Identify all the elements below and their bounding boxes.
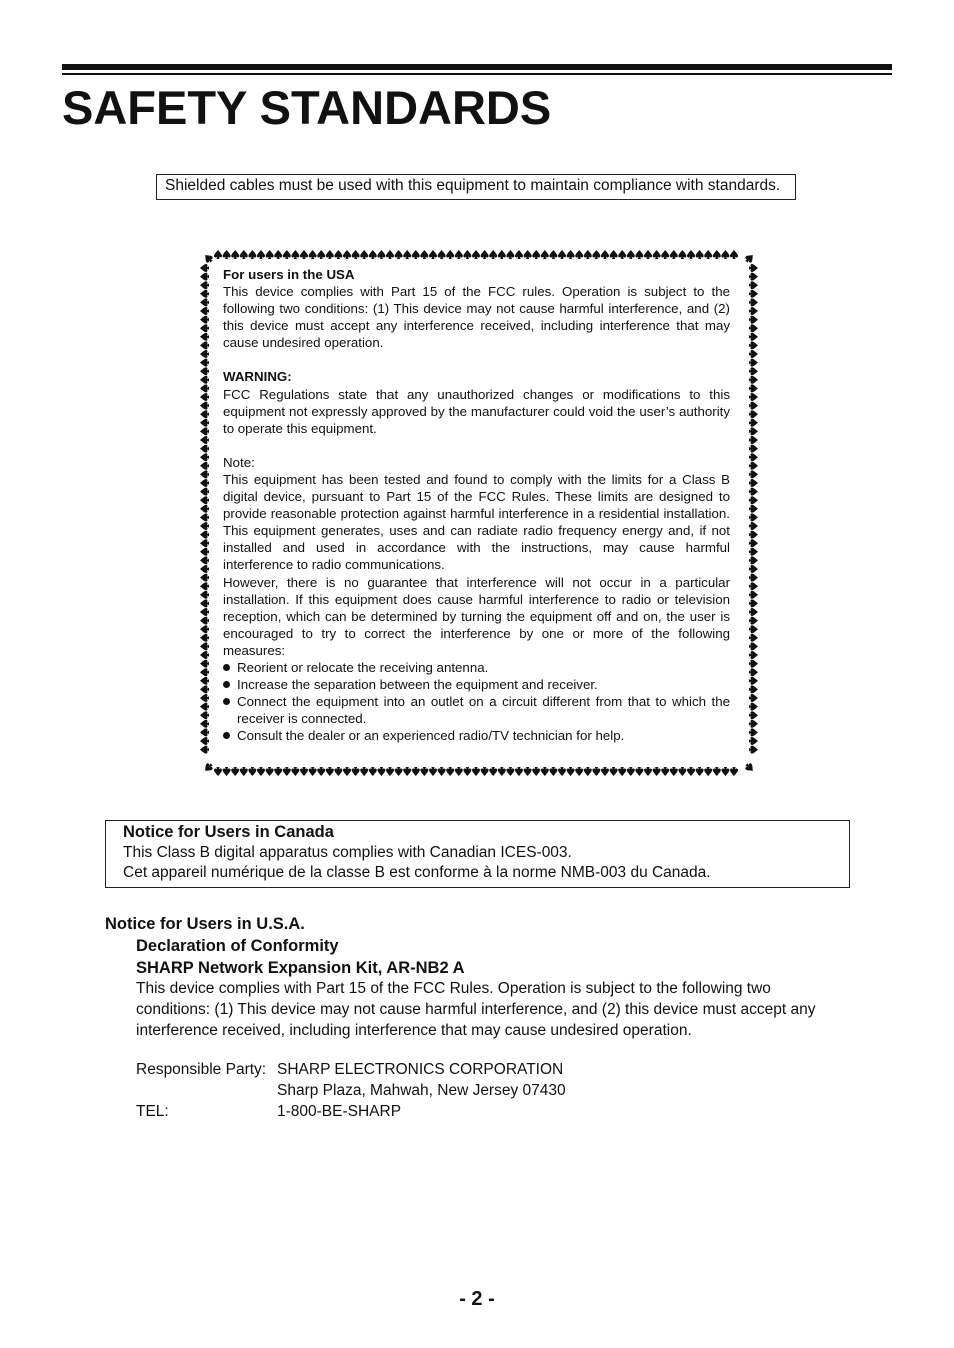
spade-icon (749, 316, 758, 324)
spade-icon (200, 531, 209, 539)
spade-icon (326, 767, 334, 776)
fcc-intro: This device complies with Part 15 of the FCC rules. Operation is subject to the following two conditions: (1) This device may not cause harmful interference, and (2) this device must accept any interference received, including interference that may cause undesired operation. (223, 284, 730, 351)
spade-icon (200, 539, 209, 547)
shielded-cable-notice: Shielded cables must be used with this equipment to maintain compliance with standards. (156, 174, 796, 200)
spade-icon (200, 720, 209, 728)
spade-icon (420, 250, 428, 259)
spade-icon (360, 767, 368, 776)
spade-icon (274, 767, 282, 776)
spade-icon (713, 767, 721, 776)
spade-icon (749, 737, 758, 745)
spade-icon (618, 250, 626, 259)
spade-icon (575, 767, 583, 776)
spade-icon (231, 250, 239, 259)
header-rule-thick (62, 64, 892, 70)
however-text: However, there is no guarantee that interference will not occur in a particular installation. If this equipment does cause harmful interference to radio or television reception, which can be determined by turning the equipment off and on, the user is encouraged to try to correct the interference by one or more of the following measures: (223, 574, 730, 658)
spade-icon (749, 307, 758, 315)
spade-icon (300, 767, 308, 776)
spade-icon (489, 767, 497, 776)
spade-icon (200, 651, 209, 659)
spade-icon (446, 767, 454, 776)
spade-icon (749, 617, 758, 625)
spade-icon (200, 599, 209, 607)
spade-icon (360, 250, 368, 259)
spade-icon (627, 767, 635, 776)
spade-icon (749, 410, 758, 418)
spade-icon (749, 531, 758, 539)
spade-icon (200, 694, 209, 702)
spade-icon (369, 250, 377, 259)
spade-icon (749, 359, 758, 367)
spade-icon (200, 728, 209, 736)
spade-icon (202, 762, 214, 774)
spade-icon (257, 767, 265, 776)
spade-icon (291, 767, 299, 776)
spade-icon (200, 341, 209, 349)
spade-icon (200, 660, 209, 668)
spade-icon (749, 608, 758, 616)
spade-icon (749, 599, 758, 607)
spade-icon (567, 767, 575, 776)
spade-icon (200, 359, 209, 367)
spade-icon (200, 470, 209, 478)
list-item: Reorient or relocate the receiving antenna. (223, 659, 730, 676)
spade-icon (749, 298, 758, 306)
spade-icon (567, 250, 575, 259)
spade-icon (200, 642, 209, 650)
spade-icon (274, 250, 282, 259)
canada-line-fr: Cet appareil numérique de la classe B est conforme à la norme NMB-003 du Canada. (123, 864, 711, 881)
spade-icon (749, 591, 758, 599)
spade-icon (200, 591, 209, 599)
spade-icon (670, 767, 678, 776)
spade-icon (749, 556, 758, 564)
spade-icon (549, 250, 557, 259)
spade-icon (377, 767, 385, 776)
spade-icon (584, 767, 592, 776)
spade-icon (601, 250, 609, 259)
spade-icon (749, 367, 758, 375)
spade-icon (575, 250, 583, 259)
spade-icon (200, 548, 209, 556)
canada-notice (105, 820, 850, 888)
spade-icon (749, 453, 758, 461)
spade-icon (696, 250, 704, 259)
spade-icon (231, 767, 239, 776)
spade-icon (200, 556, 209, 564)
spade-icon (317, 250, 325, 259)
fcc-heading: For users in the USA (223, 267, 355, 282)
spade-icon (498, 767, 506, 776)
spade-icon (309, 767, 317, 776)
usa-heading: Notice for Users in U.S.A. (105, 915, 305, 933)
spade-icon (749, 703, 758, 711)
spade-icon (506, 767, 514, 776)
spade-icon (749, 513, 758, 521)
spade-icon (352, 250, 360, 259)
spade-icon (200, 668, 209, 676)
spade-icon (749, 746, 758, 754)
spade-icon (200, 367, 209, 375)
spade-icon (386, 767, 394, 776)
spade-icon (749, 281, 758, 289)
spade-icon (661, 250, 669, 259)
spade-icon (200, 703, 209, 711)
spade-icon (749, 685, 758, 693)
spade-icon (749, 574, 758, 582)
spade-icon (429, 250, 437, 259)
spade-icon (749, 273, 758, 281)
spade-icon (200, 376, 209, 384)
spade-icon (524, 767, 532, 776)
spade-icon (248, 250, 256, 259)
spade-icon (749, 402, 758, 410)
spade-icon (678, 250, 686, 259)
bullet-icon (223, 698, 230, 705)
spade-icon (412, 250, 420, 259)
spade-icon (558, 767, 566, 776)
spade-icon (644, 767, 652, 776)
spade-icon (200, 677, 209, 685)
spade-icon (749, 384, 758, 392)
spade-icon (749, 522, 758, 530)
spade-icon (749, 341, 758, 349)
spade-icon (403, 250, 411, 259)
spade-icon (749, 660, 758, 668)
spade-icon (283, 767, 291, 776)
spade-icon (420, 767, 428, 776)
spade-icon (200, 617, 209, 625)
party-label: Responsible Party: (136, 1061, 267, 1079)
spade-icon (283, 250, 291, 259)
spade-icon (266, 767, 274, 776)
spade-icon (653, 767, 661, 776)
declaration-heading: Declaration of Conformity (136, 937, 339, 955)
spade-icon (749, 324, 758, 332)
spade-icon (291, 250, 299, 259)
bullet-icon (223, 732, 230, 739)
spade-icon (200, 685, 209, 693)
spade-icon (200, 505, 209, 513)
spade-icon (200, 410, 209, 418)
spade-icon (395, 250, 403, 259)
spade-icon (343, 250, 351, 259)
spade-icon (584, 250, 592, 259)
spade-icon (721, 767, 729, 776)
spade-icon (266, 250, 274, 259)
canada-line-en: This Class B digital apparatus complies with Canadian ICES-003. (123, 843, 572, 861)
spade-icon (200, 350, 209, 358)
spade-icon (223, 767, 231, 776)
spade-icon (744, 762, 756, 774)
spade-icon (592, 250, 600, 259)
spade-icon (200, 513, 209, 521)
spade-icon (749, 419, 758, 427)
spade-icon (670, 250, 678, 259)
spade-icon (317, 767, 325, 776)
spade-icon (223, 250, 231, 259)
usa-body: This device complies with Part 15 of the FCC Rules. Operation is subject to the following two conditions: (1) This device may not cause harmful interference, and (2) this device must accept any interference received, including interference that may cause undesired operation. (136, 980, 816, 1039)
spade-icon (749, 694, 758, 702)
warning-text: FCC Regulations state that any unauthorized changes or modifications to this equipment not expressly approved by the manufacturer could void the user’s authority to operate this equipment. (223, 386, 730, 436)
spade-icon (678, 767, 686, 776)
list-item: Connect the equipment into an outlet on a circuit different from that to which the receiver is connected. (223, 693, 730, 727)
tel-label: TEL: (136, 1102, 169, 1120)
spade-icon (240, 250, 248, 259)
spade-icon (532, 767, 540, 776)
spade-icon (200, 522, 209, 530)
spade-icon (200, 496, 209, 504)
canada-heading: Notice for Users in Canada (123, 823, 334, 841)
spade-icon (200, 582, 209, 590)
spade-icon (200, 264, 209, 272)
spade-icon (472, 250, 480, 259)
spade-icon (653, 250, 661, 259)
spade-icon (704, 250, 712, 259)
spade-icon (749, 496, 758, 504)
spade-icon (334, 767, 342, 776)
spade-icon (200, 436, 209, 444)
spade-icon (446, 250, 454, 259)
spade-icon (749, 479, 758, 487)
spade-icon (200, 384, 209, 392)
page-title: SAFETY STANDARDS (62, 81, 552, 134)
spade-icon (403, 767, 411, 776)
spade-icon (200, 445, 209, 453)
spade-icon (200, 393, 209, 401)
note-heading: Note: (223, 454, 255, 470)
spade-icon (696, 767, 704, 776)
spade-icon (463, 250, 471, 259)
warning-heading: WARNING: (223, 369, 292, 385)
spade-icon (200, 479, 209, 487)
spade-icon (200, 290, 209, 298)
spade-icon (749, 445, 758, 453)
spade-icon (644, 250, 652, 259)
spade-icon (395, 767, 403, 776)
spade-icon (200, 427, 209, 435)
responsible-party (136, 1060, 845, 1122)
spade-icon (489, 250, 497, 259)
spade-icon (200, 307, 209, 315)
spade-icon (749, 376, 758, 384)
spade-icon (200, 273, 209, 281)
spade-icon (558, 250, 566, 259)
party-name: SHARP ELECTRONICS CORPORATION (277, 1061, 564, 1079)
spade-icon (200, 453, 209, 461)
spade-icon (257, 250, 265, 259)
spade-icon (749, 711, 758, 719)
spade-icon (498, 250, 506, 259)
spade-icon (334, 250, 342, 259)
list-item: Increase the separation between the equipment and receiver. (223, 676, 730, 693)
tel-value: 1-800-BE-SHARP (277, 1102, 402, 1120)
spade-icon (744, 252, 756, 264)
party-address: Sharp Plaza, Mahwah, New Jersey 07430 (277, 1082, 566, 1100)
spade-icon (749, 582, 758, 590)
spade-icon (200, 634, 209, 642)
spade-icon (749, 470, 758, 478)
spade-icon (749, 436, 758, 444)
spade-icon (200, 402, 209, 410)
spade-icon (506, 250, 514, 259)
spade-icon (214, 250, 222, 259)
spade-icon (749, 720, 758, 728)
spade-icon (549, 767, 557, 776)
spade-icon (412, 767, 420, 776)
spade-icon (200, 608, 209, 616)
spade-icon (455, 250, 463, 259)
bullet-icon (223, 681, 230, 688)
list-item: Consult the dealer or an experienced radio/TV technician for help. (223, 727, 730, 744)
spade-icon (749, 548, 758, 556)
spade-icon (248, 767, 256, 776)
page-number: - 2 - (459, 1288, 495, 1310)
spade-icon (200, 462, 209, 470)
spade-icon (749, 333, 758, 341)
spade-icon (749, 651, 758, 659)
spade-icon (541, 767, 549, 776)
spade-icon (200, 711, 209, 719)
spade-icon (515, 250, 523, 259)
spade-icon (386, 250, 394, 259)
spade-icon (200, 737, 209, 745)
spade-icon (618, 767, 626, 776)
spade-icon (749, 488, 758, 496)
spade-icon (749, 290, 758, 298)
spade-icon (749, 625, 758, 633)
spade-icon (438, 250, 446, 259)
usa-notice (105, 913, 845, 1123)
spade-icon (472, 767, 480, 776)
spade-icon (749, 462, 758, 470)
spade-icon (377, 250, 385, 259)
spade-icon (524, 250, 532, 259)
spade-icon (200, 316, 209, 324)
spade-icon (300, 250, 308, 259)
spade-icon (730, 250, 738, 259)
spade-icon (601, 767, 609, 776)
spade-icon (749, 264, 758, 272)
spade-icon (749, 728, 758, 736)
spade-icon (515, 767, 523, 776)
spade-icon (721, 250, 729, 259)
spade-icon (481, 250, 489, 259)
spade-icon (749, 350, 758, 358)
spade-icon (200, 625, 209, 633)
fcc-users-usa-section (223, 266, 730, 744)
spade-icon (749, 393, 758, 401)
spade-icon (200, 281, 209, 289)
spade-icon (749, 565, 758, 573)
spade-icon (610, 250, 618, 259)
spade-icon (635, 767, 643, 776)
spade-icon (214, 767, 222, 776)
spade-icon (200, 488, 209, 496)
spade-icon (352, 767, 360, 776)
spade-icon (749, 427, 758, 435)
note-text: This equipment has been tested and found to comply with the limits for a Class B digital device, pursuant to Part 15 of the FCC Rules. These limits are designed to provide reasonable protection against harmful interference in a residential installation. This equipment generates, uses and can radiate radio frequency energy and, if not installed and used in accordance with the instructions, may cause harmful interference to radio communications. (223, 471, 730, 573)
spade-icon (749, 677, 758, 685)
spade-icon (687, 250, 695, 259)
spade-icon (661, 767, 669, 776)
spade-icon (713, 250, 721, 259)
spade-icon (200, 298, 209, 306)
spade-icon (455, 767, 463, 776)
spade-icon (627, 250, 635, 259)
spade-icon (326, 250, 334, 259)
spade-icon (687, 767, 695, 776)
spade-icon (200, 746, 209, 754)
spade-icon (200, 565, 209, 573)
spade-icon (200, 574, 209, 582)
spade-icon (200, 333, 209, 341)
spade-icon (749, 668, 758, 676)
spade-icon (343, 767, 351, 776)
spade-icon (749, 642, 758, 650)
spade-icon (481, 767, 489, 776)
product-heading: SHARP Network Expansion Kit, AR-NB2 A (136, 959, 465, 977)
spade-icon (309, 250, 317, 259)
spade-icon (463, 767, 471, 776)
spade-icon (610, 767, 618, 776)
spade-icon (541, 250, 549, 259)
spade-icon (635, 250, 643, 259)
spade-icon (749, 634, 758, 642)
spade-icon (369, 767, 377, 776)
spade-icon (704, 767, 712, 776)
header-rule-thin (62, 73, 892, 75)
spade-icon (592, 767, 600, 776)
spade-icon (200, 419, 209, 427)
spade-icon (730, 767, 738, 776)
spade-icon (532, 250, 540, 259)
spade-icon (749, 539, 758, 547)
bullet-icon (223, 664, 230, 671)
spade-icon (429, 767, 437, 776)
spade-icon (438, 767, 446, 776)
measures-list (223, 659, 730, 744)
spade-icon (749, 505, 758, 513)
spade-icon (240, 767, 248, 776)
spade-icon (202, 252, 214, 264)
spade-icon (200, 324, 209, 332)
